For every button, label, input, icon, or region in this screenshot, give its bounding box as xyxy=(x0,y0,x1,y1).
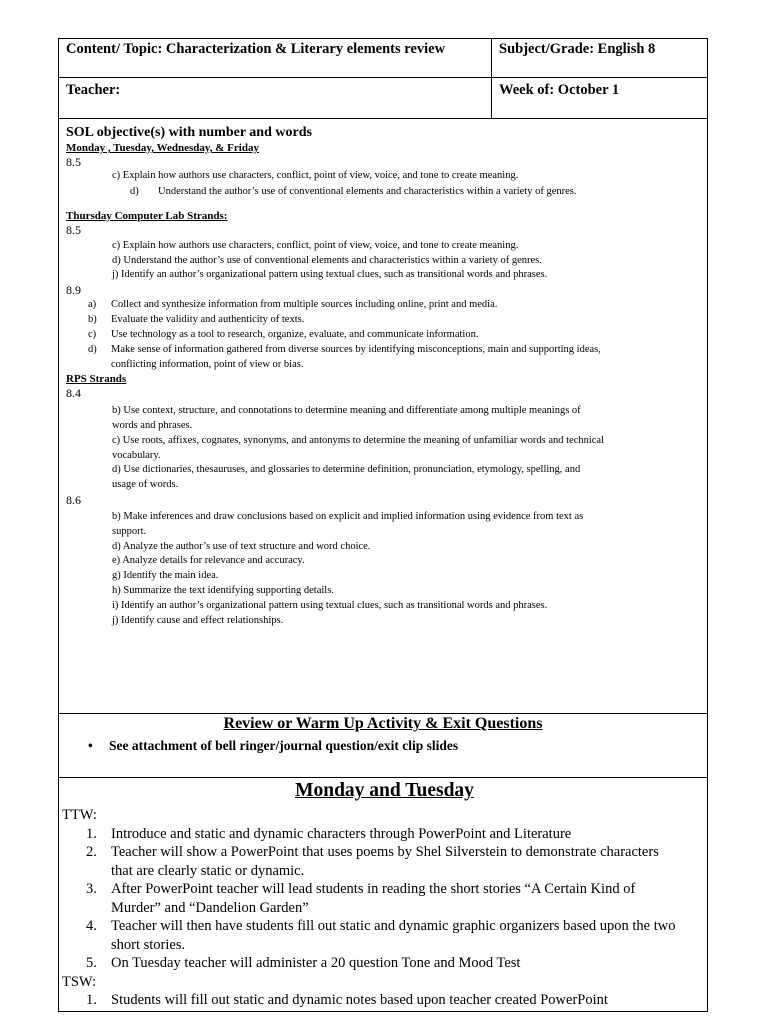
step-number: 5. xyxy=(86,955,97,971)
step-text: Introduce and static and dynamic characters through PowerPoint and Literature xyxy=(111,825,572,842)
sol-line: c) Explain how authors use characters, conflict, point of view, voice, and tone to create meaning. xyxy=(112,170,519,181)
list-item xyxy=(66,327,700,342)
monday-tuesday-title: Monday and Tuesday xyxy=(295,780,474,801)
subject-grade-cell: Subject/Grade: English 8 xyxy=(492,39,708,78)
list-item xyxy=(66,357,700,372)
item-text: Make sense of information gathered from diverse sources by identifying misconceptions, main and supporting ideas, xyxy=(111,344,601,356)
item-letter: c) xyxy=(88,329,97,341)
rps-num-2: 8.6 xyxy=(66,492,81,507)
teacher-cell: Teacher: xyxy=(59,78,492,119)
sol-line: b) Use context, structure, and connotations to determine meaning and differentiate among multiple meanings of xyxy=(112,405,581,417)
item-text: Collect and synthesize information from multiple sources including online, print and media. xyxy=(111,299,498,311)
sol-line: c) Use roots, affixes, cognates, synonyms, and antonyms to determine the meaning of unfamiliar words and technical xyxy=(112,434,605,446)
thu-num-1: 8.5 xyxy=(66,222,81,237)
sol-line: vocabulary. xyxy=(112,449,161,461)
sol-letter: d) xyxy=(130,185,139,197)
lesson-plan-table xyxy=(58,38,708,1012)
step-text: Teacher will then have students fill out static and dynamic graphic organizers based upon the two xyxy=(111,918,676,934)
list-item xyxy=(62,954,707,973)
sol-line: i) Identify an author’s organizational pattern using textual clues, such as transitional words and phrases. xyxy=(112,599,548,611)
sol-title: SOL objective(s) with number and words xyxy=(66,125,312,140)
sol-line: h) Summarize the text identifying supporting details. xyxy=(112,584,334,596)
sol-line: e) Analyze details for relevance and accuracy. xyxy=(112,555,305,567)
list-item xyxy=(62,862,707,881)
list-item xyxy=(62,991,707,1010)
sol-subline xyxy=(66,184,700,199)
bullet-icon: • xyxy=(88,738,93,753)
sol-line: d) Use dictionaries, thesauruses, and glossaries to determine definition, pronunciation, etymology, spelling, and xyxy=(112,464,581,476)
monday-tuesday-section xyxy=(59,778,708,1012)
step-text: Teacher will show a PowerPoint that uses poems by Shel Silverstein to demonstrate characters xyxy=(111,844,659,860)
review-bullet xyxy=(88,738,707,754)
step-text: After PowerPoint teacher will lead students in reading the short stories “A Certain Kind of xyxy=(111,881,636,897)
step-text: that are clearly static or dynamic. xyxy=(111,862,305,879)
item-letter: b) xyxy=(88,314,97,326)
item-text: conflicting information, point of view or bias. xyxy=(111,359,304,371)
thu-heading: Thursday Computer Lab Strands: xyxy=(66,209,228,222)
content-topic-cell: Content/ Topic: Characterization & Literary elements review xyxy=(59,39,492,78)
list-item xyxy=(62,880,707,899)
thu-num-2: 8.9 xyxy=(66,283,81,298)
sol-line: words and phrases. xyxy=(112,419,193,431)
step-text: On Tuesday teacher will administer a 20 question Tone and Mood Test xyxy=(111,955,521,971)
sol-line: d) Understand the author’s use of conventional elements and characteristics within a variety of genres. xyxy=(112,254,542,266)
mon-heading: Monday , Tuesday, Wednesday, & Friday xyxy=(66,142,259,154)
step-number: 1. xyxy=(86,825,97,842)
list-item xyxy=(62,825,707,844)
step-text: Murder” and “Dandelion Garden” xyxy=(111,899,309,916)
thu-lettered-list xyxy=(66,297,700,372)
ttw-label: TTW: xyxy=(62,807,97,823)
list-item xyxy=(62,899,707,918)
list-item xyxy=(62,936,707,955)
step-text: Students will fill out static and dynamic notes based upon teacher created PowerPoint xyxy=(111,992,608,1008)
mon-num: 8.5 xyxy=(66,155,81,169)
tsw-label: TSW: xyxy=(62,973,97,990)
rps-num-1: 8.4 xyxy=(66,386,81,401)
sol-text: Understand the author’s use of conventional elements and characteristics within a variety of genres. xyxy=(158,185,577,197)
tsw-steps xyxy=(62,991,707,1010)
sol-line: g) Identify the main idea. xyxy=(112,570,219,582)
step-number: 1. xyxy=(86,992,97,1008)
sol-line: j) Identify cause and effect relationships. xyxy=(112,614,284,626)
review-title: Review or Warm Up Activity & Exit Questions xyxy=(223,715,543,732)
item-text: Evaluate the validity and authenticity of texts. xyxy=(111,314,305,326)
list-item xyxy=(66,342,700,357)
step-number: 4. xyxy=(86,918,97,934)
ttw-steps xyxy=(62,825,707,973)
review-bullet-text: See attachment of bell ringer/journal question/exit clip slides xyxy=(109,738,459,753)
item-text: Use technology as a tool to research, organize, evaluate, and communicate information. xyxy=(111,329,479,341)
sol-line: j) Identify an author’s organizational pattern using textual clues, such as transitional words and phrases. xyxy=(112,269,548,281)
step-number: 2. xyxy=(86,844,97,860)
sol-line: support. xyxy=(112,525,147,537)
sol-line: b) Make inferences and draw conclusions based on explicit and implied information using evidence from text as xyxy=(112,510,584,522)
item-letter: a) xyxy=(88,299,97,311)
list-item xyxy=(66,297,700,312)
sol-line: usage of words. xyxy=(112,479,179,491)
step-text: short stories. xyxy=(111,936,186,953)
step-number: 3. xyxy=(86,881,97,897)
sol-objectives-section xyxy=(59,119,708,714)
list-item xyxy=(62,917,707,936)
sol-line: c) Explain how authors use characters, conflict, point of view, voice, and tone to create meaning. xyxy=(112,239,519,251)
item-letter: d) xyxy=(88,344,97,356)
review-section xyxy=(59,714,708,778)
list-item xyxy=(62,843,707,862)
rps-heading: RPS Strands xyxy=(66,373,127,386)
sol-line: d) Analyze the author’s use of text structure and word choice. xyxy=(112,540,371,552)
list-item xyxy=(66,312,700,327)
week-of-cell: Week of: October 1 xyxy=(492,78,708,119)
